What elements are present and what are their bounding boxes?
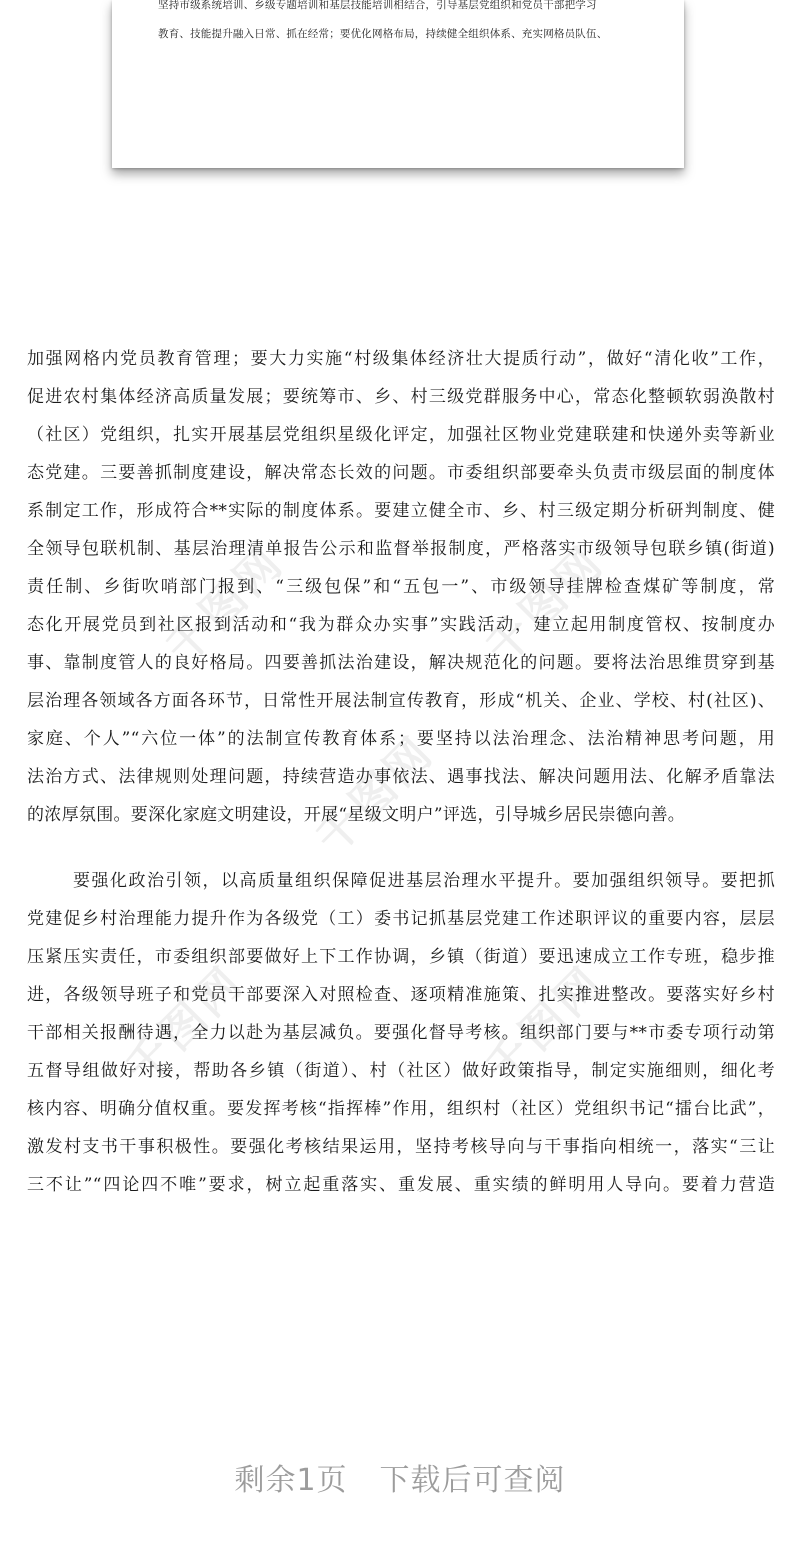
text-line: 责任制、乡街吹哨部门报到、“三级包保”和“五包一”、市级领导挂牌检查煤矿等制度，常 — [27, 577, 775, 597]
text-line: 压紧压实责任，市委组织部要做好上下工作协调，乡镇（街道）要迅速成立工作专班，稳步推 — [27, 947, 775, 967]
text-line: 法治方式、法律规则处理问题，持续营造办事依法、遇事找法、解决问题用法、化解矛盾靠法 — [27, 767, 775, 787]
watermark-logo: 千图网 — [476, 956, 615, 1095]
text-line: 全领导包联机制、基层治理清单报告公示和监督举报制度，严格落实市级领导包联乡镇(街道) — [27, 539, 775, 559]
preview-text-line-2: 教育、技能提升融入日常、抓在经常；要优化网格布局，持续健全组织体系、充实网格员队伍、 — [158, 28, 608, 40]
download-prompt[interactable] — [0, 1455, 800, 1499]
text-line: 系制定工作，形成符合**实际的制度体系。要建立健全市、乡、村三级定期分析研判制度、健 — [27, 501, 775, 521]
preview-page-card — [112, 0, 684, 168]
watermark-logo: 千图网 — [156, 536, 295, 675]
text-line: 核内容、明确分值权重。要发挥考核“指挥棒”作用，组织村（社区）党组织书记“擂台比武”， — [27, 1099, 775, 1119]
text-line: （社区）党组织，扎实开展基层党组织星级化评定，加强社区物业党建联建和快递外卖等新业 — [27, 425, 775, 445]
download-to-view-label: 下载后可查阅 — [379, 1463, 566, 1498]
watermark-logo: 千图网 — [306, 726, 445, 865]
text-line: 促进农村集体经济高质量发展；要统筹市、乡、村三级党群服务中心，常态化整顿软弱涣散村 — [27, 387, 775, 407]
text-line: 加强网格内党员教育管理；要大力实施“村级集体经济壮大提质行动”，做好“清化收”工作， — [27, 349, 775, 369]
text-line: 态化开展党员到社区报到活动和“我为群众办实事”实践活动，建立起用制度管权、按制度办 — [27, 615, 775, 635]
text-line: 事、靠制度管人的良好格局。四要善抓法治建设，解决规范化的问题。要将法治思维贯穿到基 — [27, 653, 775, 673]
watermark-logo: 千图网 — [476, 536, 615, 675]
document-body — [27, 340, 775, 1204]
remaining-pages-label: 剩余1页 — [234, 1463, 348, 1498]
text-line: 层治理各领域各方面各环节，日常性开展法制宣传教育，形成“机关、企业、学校、村(社区)、 — [27, 691, 775, 711]
text-line: 要强化政治引领，以高质量组织保障促进基层治理水平提升。要加强组织领导。要把抓 — [73, 871, 775, 891]
text-line: 的浓厚氛围。要深化家庭文明建设，开展“星级文明户”评选，引导城乡居民崇德向善。 — [27, 805, 686, 825]
text-line: 党建促乡村治理能力提升作为各级党（工）委书记抓基层党建工作述职评议的重要内容，层层 — [27, 909, 775, 929]
text-line: 干部相关报酬待遇，全力以赴为基层减负。要强化督导考核。组织部门要与**市委专项行动第 — [27, 1023, 775, 1043]
text-line: 进，各级领导班子和党员干部要深入对照检查、逐项精准施策、扎实推进整改。要落实好乡村 — [27, 985, 775, 1005]
paragraph-1 — [27, 340, 775, 834]
text-line: 五督导组做好对接，帮助各乡镇（街道）、村（社区）做好政策指导，制定实施细则，细化考 — [27, 1061, 775, 1081]
preview-text-line-1: 坚持市级系统培训、乡级专题培训和基层技能培训相结合，引导基层党组织和党员干部把学习 — [158, 0, 597, 11]
text-line: 三不让”“四论四不唯”要求，树立起重落实、重发展、重实绩的鲜明用人导向。要着力营造 — [27, 1175, 775, 1195]
text-line: 激发村支书干事积极性。要强化考核结果运用，坚持考核导向与干事指向相统一，落实“三让 — [27, 1137, 775, 1157]
paragraph-2 — [27, 862, 775, 1204]
paragraph-spacer — [27, 834, 775, 862]
text-line: 态党建。三要善抓制度建设，解决常态长效的问题。市委组织部要牵头负责市级层面的制度体 — [27, 463, 775, 483]
text-line: 家庭、个人”“六位一体”的法制宣传教育体系；要坚持以法治理念、法治精神思考问题，用 — [27, 729, 775, 749]
watermark-logo: 千图网 — [116, 956, 255, 1095]
